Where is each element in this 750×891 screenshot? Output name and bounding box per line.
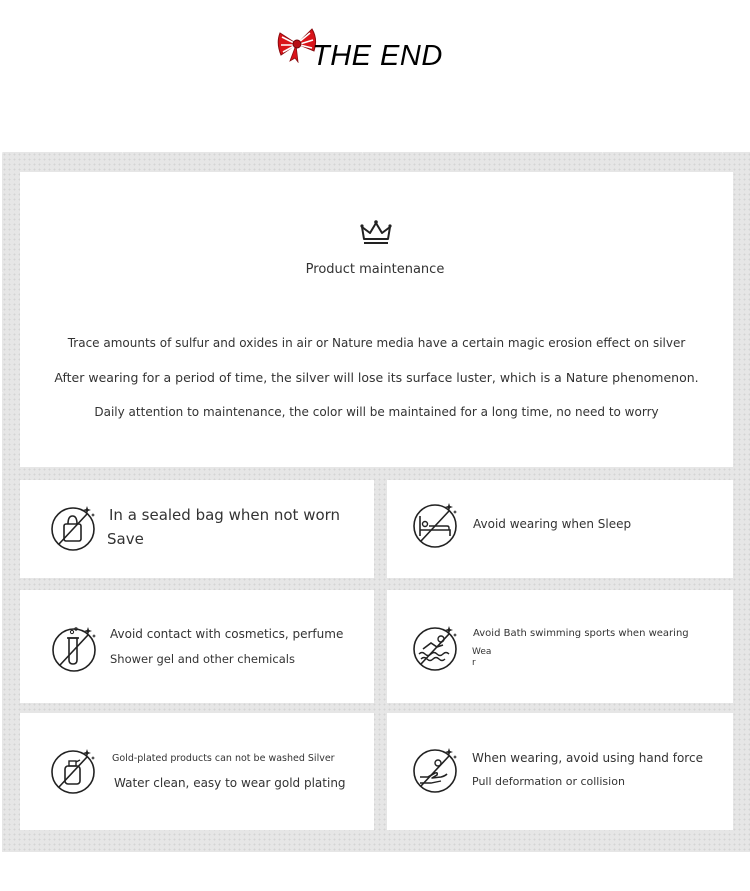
no-chemicals-icon [50,624,98,672]
tip-no-washing-line2: Water clean, easy to wear gold plating [114,776,346,790]
crown-icon [359,219,393,245]
maintenance-paragraph-2: After wearing for a period of time, the silver will lose its surface luster, which is a Nature phenomenon. [54,370,699,385]
tip-no-swimming-line3: r [472,658,476,668]
no-washing-icon [49,746,97,794]
maintenance-paragraph-3: Daily attention to maintenance, the color will be maintained for a long time, no need to worry [94,405,659,419]
tip-sealed-bag-line1: In a sealed bag when not worn [109,506,341,524]
tip-no-sleep-line1: Avoid wearing when Sleep [473,517,632,531]
maintenance-paragraph-1: Trace amounts of sulfur and oxides in air or Nature media have a certain magic erosion effect on silver [67,336,686,350]
no-hand-force-icon [411,745,459,793]
tip-no-swimming-line2: Wea [472,647,492,657]
tip-no-chemicals-line2: Shower gel and other chemicals [110,652,295,666]
tip-no-chemicals-line1: Avoid contact with cosmetics, perfume [110,627,344,641]
maintenance-title: Product maintenance [305,262,445,277]
sealed-bag-icon [49,503,97,551]
tip-no-washing-line1: Gold-plated products can not be washed Silver [112,753,335,764]
tip-no-hand-force-line2: Pull deformation or collision [472,775,625,788]
tip-no-swimming-line1: Avoid Bath swimming sports when wearing [473,628,689,639]
tip-sealed-bag-line2: Save [107,530,144,548]
the-end-title: THE END [312,40,443,72]
header-section [0,0,750,150]
no-swimming-icon [411,623,459,671]
tip-no-hand-force-line1: When wearing, avoid using hand force [472,751,703,765]
maintenance-card [20,172,733,467]
no-sleep-icon [411,500,459,548]
